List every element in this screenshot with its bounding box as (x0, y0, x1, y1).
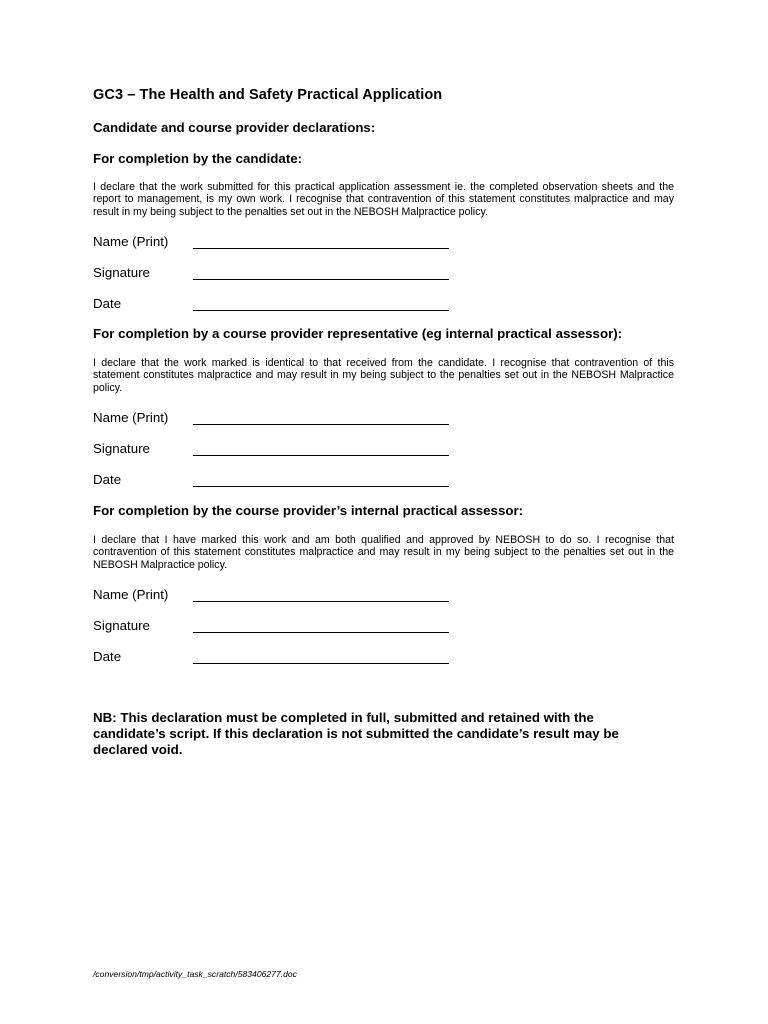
declarations-heading: Candidate and course provider declarations: (93, 120, 376, 135)
assessor-name-line[interactable] (193, 601, 449, 602)
candidate-signature-field[interactable] (93, 265, 453, 285)
assessor-declaration-text: I declare that I have marked this work and am both qualified and approved by NEBOSH to do so. I recognise that contravention of this statement constitutes malpractice and may result in my being subject to the penalties set out in the NEBOSH Malpractice policy. (93, 534, 674, 571)
representative-signature-line[interactable] (193, 455, 449, 456)
candidate-date-line[interactable] (193, 310, 449, 311)
candidate-signature-line[interactable] (193, 279, 449, 280)
candidate-declaration-text: I declare that the work submitted for this practical application assessment ie. the completed observation sheets and the report to management, is my own work. I recognise that contravention of this statement constitutes malpractice and may result in my being subject to the penalties set out in the NEBOSH Malpractice policy. (93, 181, 674, 218)
assessor-date-line[interactable] (193, 663, 449, 664)
assessor-signature-line[interactable] (193, 632, 449, 633)
assessor-signature-field[interactable] (93, 618, 453, 638)
assessor-date-label: Date (93, 649, 122, 664)
assessor-date-field[interactable] (93, 649, 453, 669)
candidate-name-label: Name (Print) (93, 234, 169, 249)
representative-declaration-text: I declare that the work marked is identical to that received from the candidate. I recognise that contravention of this statement constitutes malpractice and may result in my being subject to the penalties set out in the NEBOSH Malpractice policy. (93, 357, 674, 394)
representative-name-label: Name (Print) (93, 410, 169, 425)
representative-section-heading: For completion by a course provider representative (eg internal practical assessor): (93, 326, 623, 341)
representative-name-field[interactable] (93, 410, 453, 430)
representative-name-line[interactable] (193, 424, 449, 425)
candidate-date-field[interactable] (93, 296, 453, 316)
assessor-name-label: Name (Print) (93, 587, 169, 602)
assessor-signature-label: Signature (93, 618, 150, 633)
document-title: GC3 – The Health and Safety Practical Application (93, 87, 443, 103)
representative-date-label: Date (93, 472, 122, 487)
candidate-signature-label: Signature (93, 265, 150, 280)
footer-file-path: /conversion/tmp/activity_task_scratch/583406277.doc (93, 969, 297, 979)
candidate-name-field[interactable] (93, 234, 453, 254)
candidate-section-heading: For completion by the candidate: (93, 151, 303, 166)
candidate-date-label: Date (93, 296, 122, 311)
candidate-name-line[interactable] (193, 248, 449, 249)
representative-date-field[interactable] (93, 472, 453, 492)
representative-signature-label: Signature (93, 441, 150, 456)
nb-note: NB: This declaration must be completed in full, submitted and retained with the candidate’s script. If this declaration is not submitted the candidate’s result may be declared void. (93, 710, 619, 757)
assessor-name-field[interactable] (93, 587, 453, 607)
representative-signature-field[interactable] (93, 441, 453, 461)
representative-date-line[interactable] (193, 486, 449, 487)
assessor-section-heading: For completion by the course provider’s internal practical assessor: (93, 503, 524, 518)
